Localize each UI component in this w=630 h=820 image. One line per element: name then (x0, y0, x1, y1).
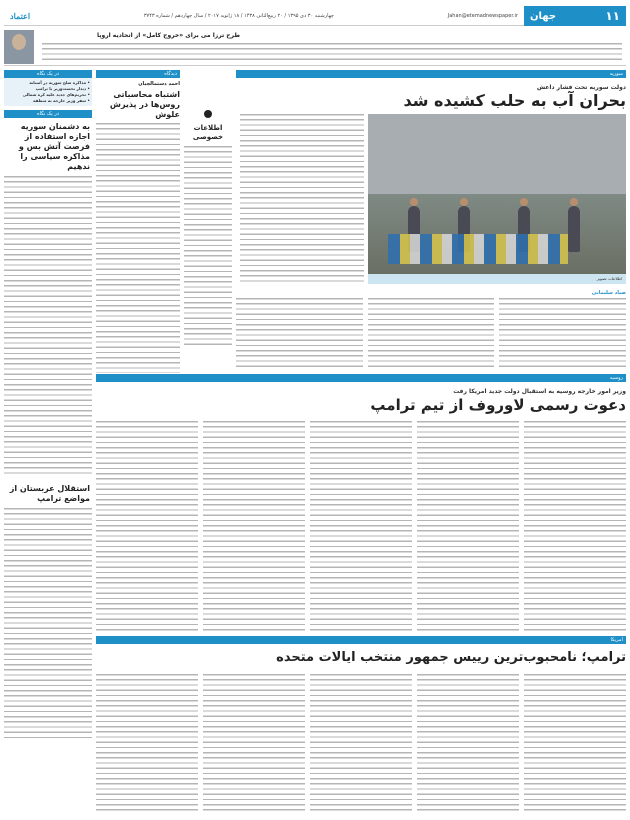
story-author: صیاد سلیمانی (591, 290, 626, 296)
story-trump (96, 636, 626, 816)
story-column (203, 674, 305, 814)
story-lavrov (96, 374, 626, 634)
sidebar-story-body (4, 176, 92, 476)
narrow-column-body (184, 146, 232, 346)
narrow-column (184, 70, 232, 346)
story-column (417, 421, 519, 631)
sidebar-story-title-2: استقلال عربستان از مواضع ترامپ (9, 484, 90, 503)
page-header (4, 6, 626, 26)
top-banner (4, 30, 626, 66)
sidebar-story-title: به دشمنان سوریه اجازه استفاده از فرصت آتش بس و مذاکره سیاسی را ندهیم (18, 122, 90, 171)
story-body-bottom (236, 290, 626, 370)
story-column (524, 421, 626, 631)
sidebar-item: • مذاکره صلح سوریه در آستانه (29, 80, 90, 85)
story-column (310, 421, 412, 631)
newspaper-logo: اعتماد (10, 10, 31, 21)
sidebar-item: • دیدار نخست‌وزیر با ترامپ (35, 86, 90, 91)
opinion-column (96, 70, 180, 373)
sidebar-box-head: در یک نگاه (4, 70, 92, 78)
sidebar-head-2: در یک نگاه (4, 110, 92, 118)
sidebar-item: • تحریم‌های جدید علیه کره شمالی (22, 92, 90, 97)
story-headline: ترامپ؛ نامحبوب‌ترین رییس جمهور منتخب ایالات متحده (276, 650, 626, 665)
story-column (96, 674, 198, 814)
aleppo-water-photo (368, 114, 626, 274)
story-column (96, 421, 198, 631)
section-title: جهان (530, 10, 557, 22)
left-sidebar (4, 70, 92, 816)
story-syria (236, 70, 626, 370)
opinion-head: دیدگاه (96, 70, 180, 78)
photo-caption: اطلاعات تصویر (368, 274, 626, 284)
sidebar-story-body-2 (4, 508, 92, 738)
sidebar-item: • سفر وزیر خارجه به منطقه (33, 98, 90, 103)
sidebar-news-box (4, 78, 92, 106)
section-tab (524, 6, 626, 26)
story-kicker: دولت سوریه تحت فشار داعش (536, 84, 626, 91)
story-tag: سوریه (236, 70, 626, 78)
opinion-title: اشتباه محاسباتی روس‌ها در پذیرش علوش (109, 90, 180, 119)
story-headline: دعوت رسمی لاوروف از تیم ترامپ (370, 396, 626, 414)
opinion-body (96, 123, 180, 373)
story-column (499, 298, 626, 368)
narrow-column-title: اطلاعات خصوصی (192, 124, 224, 141)
story-column (236, 298, 363, 368)
email-address[interactable]: Jahan@etemadnewspaper.ir (447, 12, 518, 19)
story-kicker: وزیر امور خارجه روسیه به استقبال دولت جدید امریکا رفت (453, 388, 626, 395)
story-column (310, 674, 412, 814)
issue-info-bar (4, 6, 524, 26)
issue-date: چهارشنبه ۳۰ دی ۱۳۹۵ / ۲۰ ربیع‌الثانی ۱۴۳۸ / ۱۸ ژانویه ۲۰۱۷ / سال چهاردهم / شماره ۳۷۴۳ (143, 12, 334, 19)
story-headline: بحران آب به حلب کشیده شد (403, 91, 626, 110)
banner-body-text (42, 43, 622, 61)
opinion-author: احمد دستمالچیان (138, 81, 180, 87)
story-column (524, 674, 626, 814)
story-tag: امریکا (96, 636, 626, 644)
story-tag: روسیه (96, 374, 626, 382)
quote-icon (204, 110, 212, 118)
theresa-may-photo (4, 30, 34, 64)
story-column (368, 298, 495, 368)
story-column (203, 421, 305, 631)
banner-headline: طرح ترزا می برای «خروج کامل» از اتحادیه اروپا (96, 32, 240, 39)
story-body-left (240, 114, 364, 284)
story-column (417, 674, 519, 814)
page-number: ۱۱ (605, 9, 620, 23)
